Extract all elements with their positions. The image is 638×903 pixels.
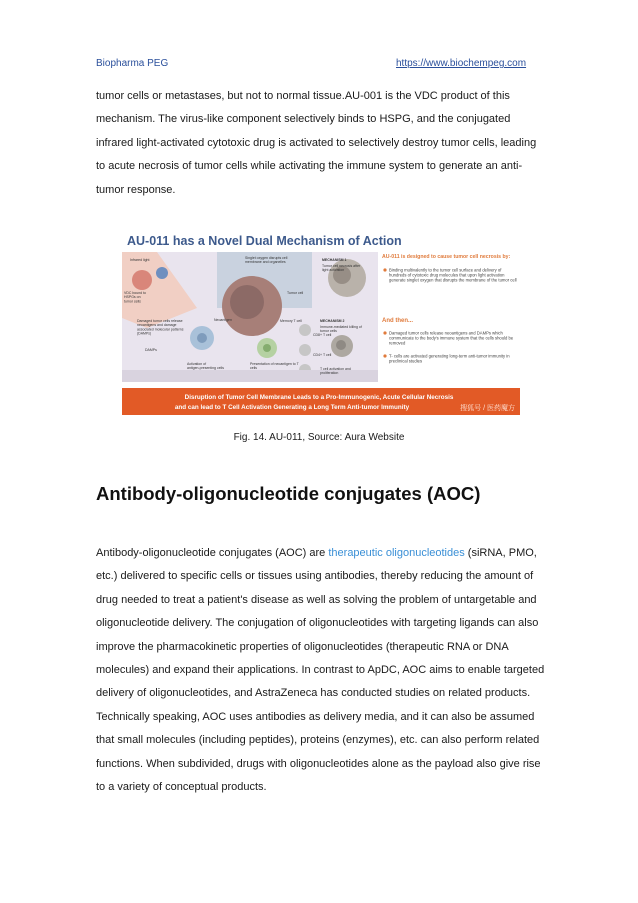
banner-line-2: and can lead to T Cell Activation Generating a Long Term Anti-tumor Immunity: [174, 404, 410, 411]
label-tumor-cell: Tumor cell: [287, 291, 304, 295]
label-cd8: CD8+ T cell: [313, 333, 332, 337]
label-infrared: Infrared light: [130, 258, 150, 262]
aoc-paragraph: [96, 542, 546, 799]
therapeutic-oligonucleotides-link[interactable]: therapeutic oligonucleotides: [328, 547, 465, 559]
bullet-dot: [383, 268, 386, 271]
label-presentation: Presentation of neoantigen to T cells: [250, 362, 299, 371]
watermark: 搜狐号 / 医药魔方: [460, 405, 515, 412]
label-apc: Activation of antigen-presenting cells: [187, 362, 224, 371]
figure-title: AU-011 has a Novel Dual Mechanism of Action: [127, 234, 402, 248]
label-mechanism-1: MECHANISM 1: [322, 258, 347, 262]
label-damaged: Damaged tumor cells release neoantigens and damage associated molecular patterns (DAMPs): [137, 319, 184, 336]
label-mechanism-2-text: Immune-mediated killing of tumor cells: [320, 325, 362, 334]
label-damps: DAMPs: [145, 348, 157, 352]
tumor-cell-graphic: [132, 270, 152, 290]
label-membrane: Singlet oxygen disrupts cell membrane and organelles: [245, 256, 288, 265]
aoc-text-rest: (siRNA, PMO, etc.) delivered to specific cells or tissues using antibodies, thereby reducing the amount of drug needed to treat a patient's disease as well as solving the problem of untargetable and oligonucleotide delivery. The conjugation of oligonucleotides with targeting ligands can also improve the pharmacokinetic properties of oligonucleotides (therapeutic RNA or DNA molecules) and expand their applications. In contrast to ApDC, AOC aims to enable targeted delivery of oligonucleotides, and AstraZeneca has conducted studies on related products. Technically speaking, AOC uses antibodies as delivery media, and it can also be assumed that small molecules (including peptides), proteins (enzymes), etc. can also perform related functions. When subdivided, drugs with oligonucleotides alone as the payload also give rise to a variety of conceptual products.: [96, 547, 545, 794]
right-heading: AU-011 is designed to cause tumor cell necrosis by:: [382, 254, 511, 260]
aoc-text-start: Antibody-oligonucleotide conjugates (AOC) are: [96, 547, 329, 559]
label-neoantigen: Neoantigen: [214, 318, 232, 322]
then-bullet-2: T- cells are activated generating long-term anti-tumor immunity in preclinical studies: [389, 353, 510, 364]
figure-au011-mechanism: [117, 228, 522, 418]
label-t-cell-activation: T cell activation and proliferation: [320, 367, 351, 376]
label-mechanism-1-text: Tumor cell necrosis after light activation: [322, 264, 361, 273]
intro-paragraph: tumor cells or metastases, but not to normal tissue.AU-001 is the VDC product of this mechanism. The virus-like component selectively binds to HSPG, and the conjugated infrared light-activated cytotoxic drug is activated to selectively destroy tumor cells, leading to acute necrosis of tumor cells while activating the immune system to generate an anti-tumor response.: [96, 90, 537, 196]
label-vdc: VDC bound to HSPGs on tumor cells: [124, 291, 146, 304]
header-brand: Biopharma PEG: [96, 58, 169, 69]
label-mechanism-2: MECHANISM 2: [320, 319, 345, 323]
bullet-dot: [383, 331, 386, 334]
banner-line-1: Disruption of Tumor Cell Membrane Leads to a Pro-Immunogenic, Acute Cellular Necrosis: [184, 394, 454, 401]
figure-caption: Fig. 14. AU-011, Source: Aura Website: [233, 432, 405, 443]
header-website-link[interactable]: https://www.biochempeg.com: [396, 58, 527, 69]
section-heading: Antibody-oligonucleotide conjugates (AOC): [96, 483, 481, 504]
then-bullet-1: Damaged tumor cells release neoantigens and DAMPs which communicate to the body's immune system that the cells should be removed: [389, 330, 514, 346]
bullet-dot: [383, 354, 386, 357]
label-memory-t-cell: Memory T cell: [280, 319, 302, 323]
then-heading: And then...: [382, 318, 413, 324]
right-bullet-1: Binding multivalently to the tumor cell surface and delivery of hundreds of cytotoxic drug molecules that upon light activation generate singlet oxygen that disrupts the membrane of the tumor cell: [389, 267, 517, 283]
mechanism-diagram: [117, 228, 522, 418]
label-cd4: CD4+ T cell: [313, 353, 332, 357]
